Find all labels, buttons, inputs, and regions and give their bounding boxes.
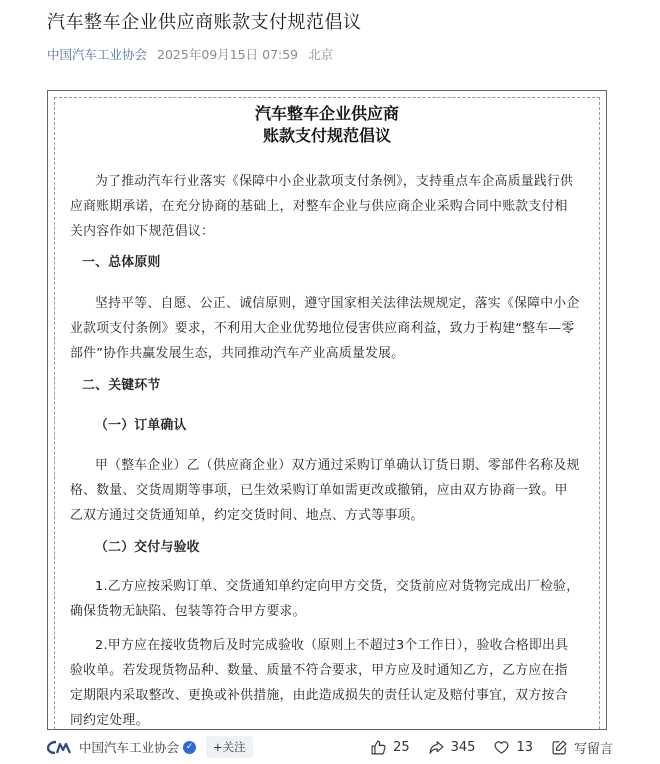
- subsection1-paragraph: 甲（整车企业）乙（供应商企业）双方通过采购订单确认订货日期、零部件名称及规格、数量、交货周期等事项，已生效采购订单如需更改或撤销，应由双方协商一致。甲乙双方通过交货通知单，约定交货时间、地点、方式等事项。: [70, 458, 580, 523]
- author-link[interactable]: 中国汽车工业协会: [47, 47, 148, 62]
- intro-paragraph: 为了推动汽车行业落实《保障中小企业款项支付条例》，支持重点车企高质量践行供应商账期承诺，在充分协商的基础上，对整车企业与供应商企业采购合同中账款支付相关内容作如下规范倡议：: [70, 174, 574, 239]
- subsection1-heading: （一）订单确认: [95, 418, 187, 433]
- action-group: [370, 730, 613, 764]
- document-title: [48, 103, 606, 147]
- publish-location: 北京: [308, 47, 334, 62]
- page-title: 汽车整车企业供应商账款支付规范倡议: [47, 12, 362, 33]
- follow-button[interactable]: +关注: [206, 736, 253, 758]
- section2-heading: 二、关键环节: [82, 378, 161, 393]
- document-image: [47, 90, 607, 730]
- like-count: 25: [393, 739, 410, 755]
- section1-paragraph: 坚持平等、自愿、公正、诚信原则，遵守国家相关法律法规规定，落实《保障中小企业款项支付条例》要求，不利用大企业优势地位侵害供应商利益，致力于构建“整车—零部件”协作共赢发展生态，共同推动汽车产业高质量发展。: [70, 296, 580, 361]
- share-count: 345: [450, 739, 476, 755]
- document-title-line1: 汽车整车企业供应商: [254, 104, 399, 123]
- item1-paragraph: 1.乙方应按采购订单、交货通知单约定向甲方交货，交货前应对货物完成出厂检验，确保货物无缺陷、包装等符合甲方要求。: [70, 579, 580, 619]
- bar-author-name[interactable]: 中国汽车工业协会: [79, 740, 180, 755]
- favorite-count: 13: [516, 739, 533, 755]
- article-meta: [47, 45, 333, 63]
- share-icon: [428, 739, 445, 756]
- like-button[interactable]: [370, 739, 410, 756]
- favorite-button[interactable]: [493, 739, 533, 756]
- comment-edit-icon: [551, 739, 568, 756]
- section1-heading: 一、总体原则: [82, 255, 161, 270]
- comment-button[interactable]: [551, 738, 613, 757]
- subsection2-heading: （二）交付与验收: [95, 540, 200, 555]
- comment-label: 写留言: [573, 741, 613, 757]
- caam-logo-icon: [47, 740, 71, 754]
- publish-datetime: 2025年09月15日 07:59: [157, 47, 299, 62]
- verified-icon: ✓: [183, 741, 196, 754]
- share-button[interactable]: [428, 739, 476, 756]
- bottom-action-bar: [0, 730, 660, 764]
- thumbs-up-icon: [370, 739, 387, 756]
- item2-paragraph: 2.甲方应在接收货物后及时完成验收（原则上不超过3个工作日），验收合格即出具验收单。若发现货物品种、数量、质量不符合要求，甲方应及时通知乙方，乙方应在指定期限内采取整改、更换或补供措施，由此造成损失的责任认定及赔付事宜，双方按合同约定处理。: [70, 638, 569, 728]
- heart-icon: [493, 739, 510, 756]
- document-title-line2: 账款支付规范倡议: [262, 126, 391, 145]
